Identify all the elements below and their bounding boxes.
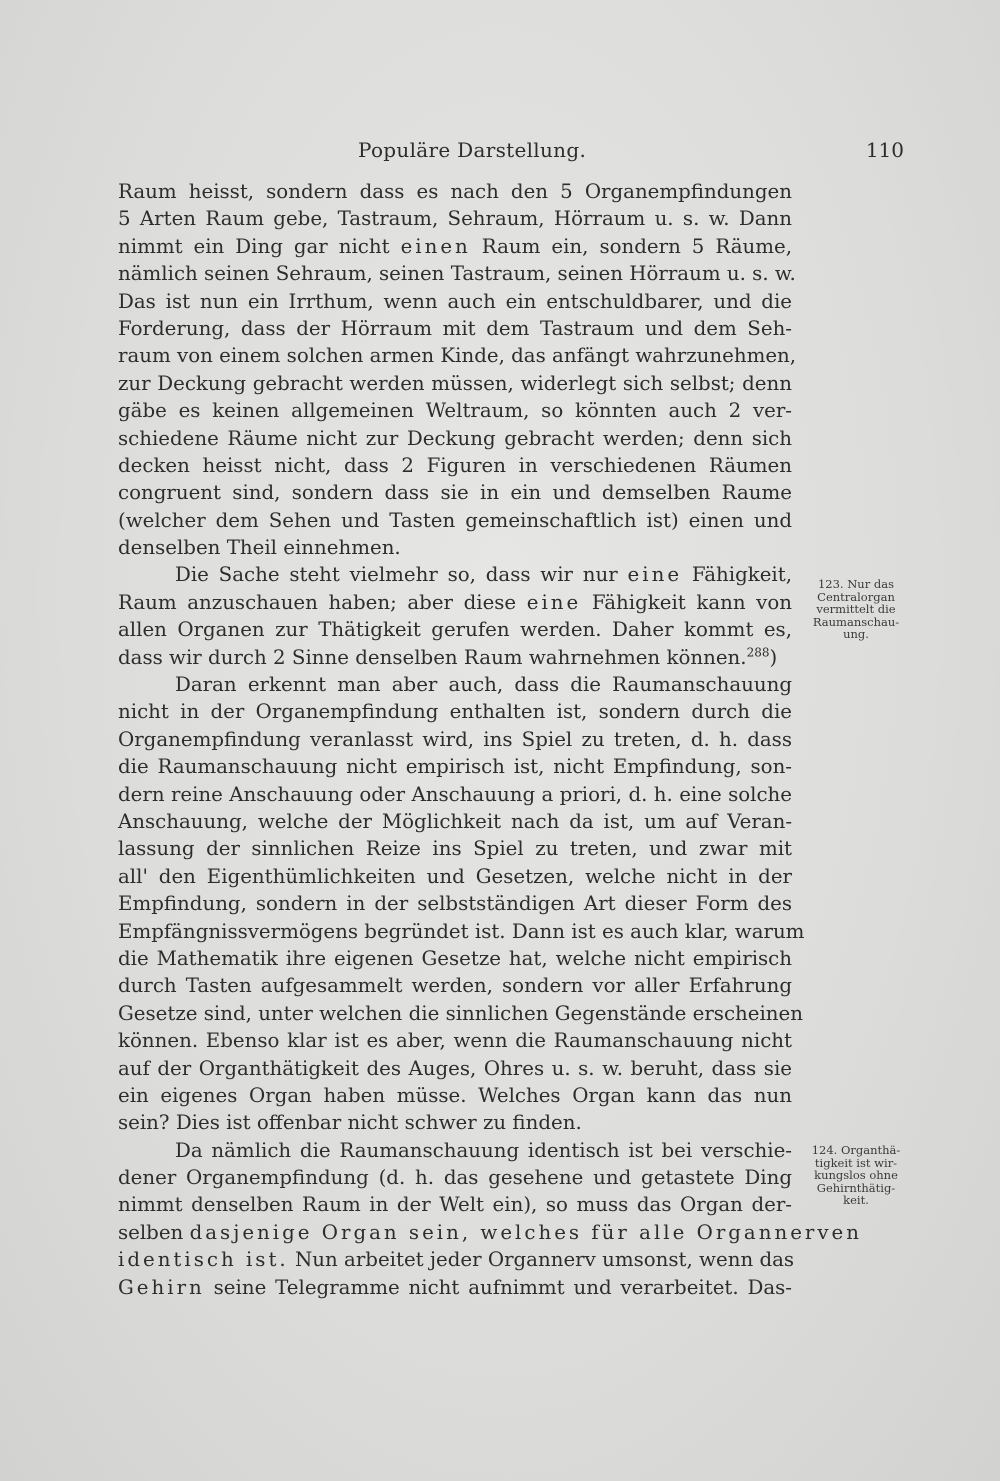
- text-line: congruent sind, sondern dass sie in ein und demselben Raume: [118, 481, 792, 505]
- text-line: [118, 1274, 792, 1301]
- text-line: allen Organen zur Thätigkeit gerufen werden. Daher kommt es,: [118, 618, 792, 642]
- text-line: nämlich seinen Sehraum, seinen Tastraum, seinen Hörraum u. s. w.: [118, 262, 796, 286]
- marginal-line: Raumanschau-: [812, 614, 900, 629]
- marginal-note-123: [800, 578, 912, 641]
- text-line: nicht in der Organempfindung enthalten ist, sondern durch die: [118, 700, 792, 724]
- text-line: 5 Arten Raum gebe, Tastraum, Sehraum, Hörraum u. s. w. Dann: [118, 207, 792, 231]
- text-line: schiedene Räume nicht zur Deckung gebracht werden; denn sich: [118, 426, 792, 450]
- text-line: [118, 561, 792, 588]
- text-line: (welcher dem Sehen und Tasten gemeinschaftlich ist) einen und: [118, 508, 792, 532]
- text-segment: dass wir durch 2 Sinne denselben Raum wahrnehmen können.: [118, 645, 747, 669]
- text-line: dener Organempfindung (d. h. das gesehene und getastete Ding: [118, 1166, 792, 1190]
- emphasized-word: Gehirn: [118, 1275, 205, 1299]
- marginal-line: Gehirnthätig-: [816, 1180, 896, 1195]
- text-line: nimmt denselben Raum in der Welt ein), so muss das Organ der-: [118, 1193, 792, 1217]
- text-line: denselben Theil einnehmen.: [118, 536, 401, 560]
- text-line: [118, 644, 792, 671]
- text-line: [118, 233, 792, 260]
- text-segment: seine Telegramme nicht aufnimmt und verarbeitet. Das-: [213, 1275, 792, 1299]
- emphasized-phrase: dasjenige Organ sein, welches für alle Organnerven: [189, 1220, 862, 1244]
- text-segment: selben: [118, 1220, 184, 1244]
- footnote-marker: 288: [746, 645, 770, 660]
- text-segment: Raum anzuschauen haben; aber diese: [118, 590, 517, 614]
- text-line: Organempfindung veranlasst wird, ins Spiel zu treten, d. h. dass: [118, 727, 792, 751]
- text-line: [118, 1246, 795, 1273]
- running-title: Populäre Darstellung.: [358, 138, 587, 162]
- emphasized-word: eine: [526, 590, 582, 614]
- marginal-line: kungslos ohne: [814, 1168, 898, 1182]
- emphasized-word: eine: [627, 563, 683, 587]
- marginal-line: Centralorgan: [817, 589, 895, 604]
- text-segment: Fähigkeit,: [691, 563, 792, 587]
- emphasized-word: einen: [400, 234, 471, 258]
- text-line: all' den Eigenthümlichkeiten und Gesetzen, welche nicht in der: [118, 864, 792, 888]
- text-line: Forderung, dass der Hörraum mit dem Tastraum und dem Seh-: [118, 316, 792, 340]
- text-segment: ): [769, 645, 778, 669]
- text-line: dern reine Anschauung oder Anschauung a priori, d. h. eine solche: [118, 782, 792, 806]
- running-head: [118, 138, 904, 168]
- text-line: Empfindung, sondern in der selbstständigen Art dieser Form des: [118, 892, 792, 916]
- text-line: auf der Organthätigkeit des Auges, Ohres u. s. w. beruht, dass sie: [118, 1056, 792, 1080]
- text-line: sein? Dies ist offenbar nicht schwer zu finden.: [118, 1111, 582, 1135]
- text-line: zur Deckung gebracht werden müssen, widerlegt sich selbst; denn: [118, 371, 792, 395]
- text-line: Daran erkennt man aber auch, dass die Raumanschauung: [175, 673, 792, 697]
- text-line: ein eigenes Organ haben müsse. Welches Organ kann das nun: [118, 1083, 792, 1107]
- text-segment: Die Sache steht vielmehr so, dass wir nur: [175, 563, 618, 587]
- text-line: gäbe es keinen allgemeinen Weltraum, so könnten auch 2 ver-: [118, 399, 792, 423]
- text-line: die Raumanschauung nicht empirisch ist, nicht Empfindung, son-: [118, 755, 792, 779]
- text-segment: Raum ein, sondern 5 Räume,: [481, 234, 792, 258]
- text-line: decken heisst nicht, dass 2 Figuren in verschiedenen Räumen: [118, 453, 792, 477]
- text-line: durch Tasten aufgesammelt werden, sondern vor aller Erfahrung: [118, 974, 792, 998]
- text-segment: nimmt ein Ding gar nicht: [118, 234, 390, 258]
- text-line: lassung der sinnlichen Reize ins Spiel zu treten, und zwar mit: [118, 837, 792, 861]
- marginal-note-124: [800, 1144, 912, 1207]
- marginal-line: tigkeit ist wir-: [814, 1155, 898, 1170]
- marginal-line: keit.: [843, 1193, 869, 1207]
- text-line: können. Ebenso klar ist es aber, wenn die Raumanschauung nicht: [118, 1029, 792, 1053]
- marginal-line: ung.: [843, 627, 869, 641]
- text-segment: Fähigkeit kann von: [591, 590, 793, 614]
- text-line: [118, 589, 792, 616]
- text-line: die Mathematik ihre eigenen Gesetze hat, welche nicht empirisch: [118, 946, 792, 970]
- text-line: Da nämlich die Raumanschauung identisch ist bei verschie-: [175, 1138, 792, 1162]
- text-line: Anschauung, welche der Möglichkeit nach da ist, um auf Veran-: [118, 809, 792, 833]
- page-number: 110: [865, 138, 904, 162]
- emphasized-phrase: identisch ist.: [118, 1248, 289, 1272]
- marginal-line: 124. Organthä-: [811, 1143, 901, 1157]
- text-line: raum von einem solchen armen Kinde, das anfängt wahrzunehmen,: [118, 344, 797, 368]
- marginal-line: vermittelt die: [816, 602, 896, 616]
- marginal-line: 123. Nur das: [817, 577, 894, 591]
- text-line: Empfängnissvermögens begründet ist. Dann ist es auch klar, warum: [118, 919, 805, 943]
- text-line: Gesetze sind, unter welchen die sinnlichen Gegenstände erscheinen: [118, 1001, 803, 1025]
- text-line: Raum heisst, sondern dass es nach den 5 Organempfindungen: [118, 180, 792, 203]
- text-segment: Nun arbeitet jeder Organnerv umsonst, wenn das: [294, 1248, 795, 1272]
- text-line: Das ist nun ein Irrthum, wenn auch ein entschuldbarer, und die: [118, 289, 792, 313]
- text-line: [118, 1219, 862, 1246]
